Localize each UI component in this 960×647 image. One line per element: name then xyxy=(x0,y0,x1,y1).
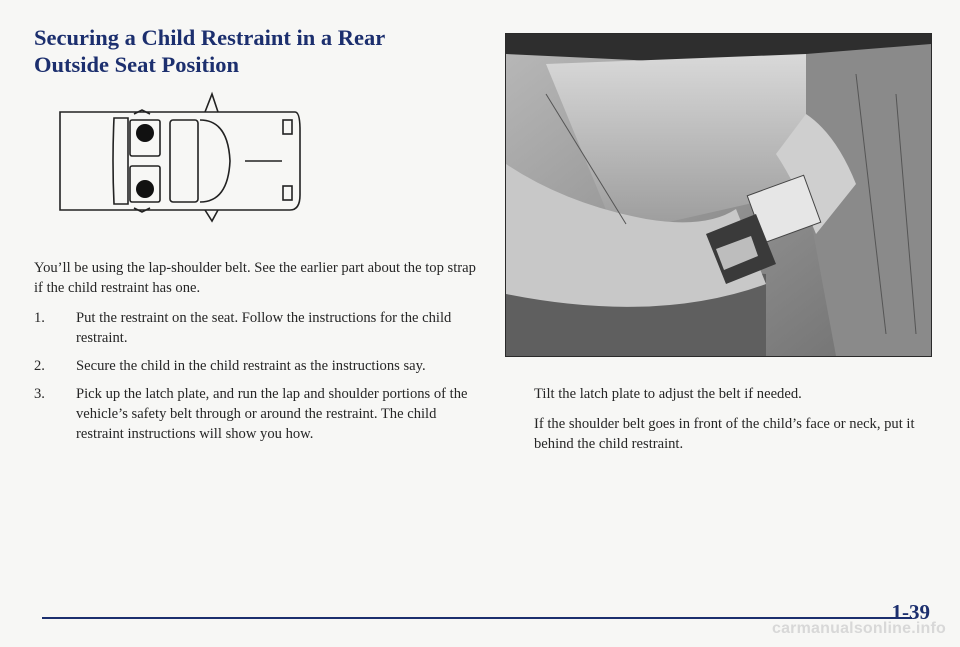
list-item xyxy=(34,308,484,348)
page-number: 1-39 xyxy=(891,600,930,624)
step-text: Secure the child in the child restraint as the instructions say. xyxy=(76,358,426,374)
step-text: Put the restraint on the seat. Follow the instructions for the child restraint. xyxy=(76,310,452,346)
title-line-1: Securing a Child Restraint in a Rear xyxy=(34,25,386,50)
step-number: 3. xyxy=(34,386,45,402)
latch-plate-photo xyxy=(505,33,932,357)
vehicle-seat-position-diagram xyxy=(50,90,310,225)
step-text: Pick up the latch plate, and run the lap and shoulder portions of the vehicle’s safety belt through or around the restraint. The child restraint instructions will show you how. xyxy=(76,386,468,442)
title-line-2: Outside Seat Position xyxy=(34,52,240,77)
right-paragraph-2: If the shoulder belt goes in front of the child’s face or neck, put it behind the child restraint. xyxy=(534,416,915,452)
footer-rule xyxy=(42,617,912,619)
right-paragraph-1: Tilt the latch plate to adjust the belt if needed. xyxy=(534,386,802,402)
list-item xyxy=(34,384,484,444)
watermark-text: carmanualsonline.info xyxy=(771,620,946,637)
photo-illustration xyxy=(506,34,931,356)
intro-paragraph: You’ll be using the lap-shoulder belt. See the earlier part about the top strap if the child restraint has one. xyxy=(34,260,476,296)
page-title xyxy=(34,24,454,78)
steps-list xyxy=(34,308,484,452)
step-number: 2. xyxy=(34,358,45,374)
step-number: 1. xyxy=(34,310,45,326)
list-item xyxy=(34,356,484,376)
